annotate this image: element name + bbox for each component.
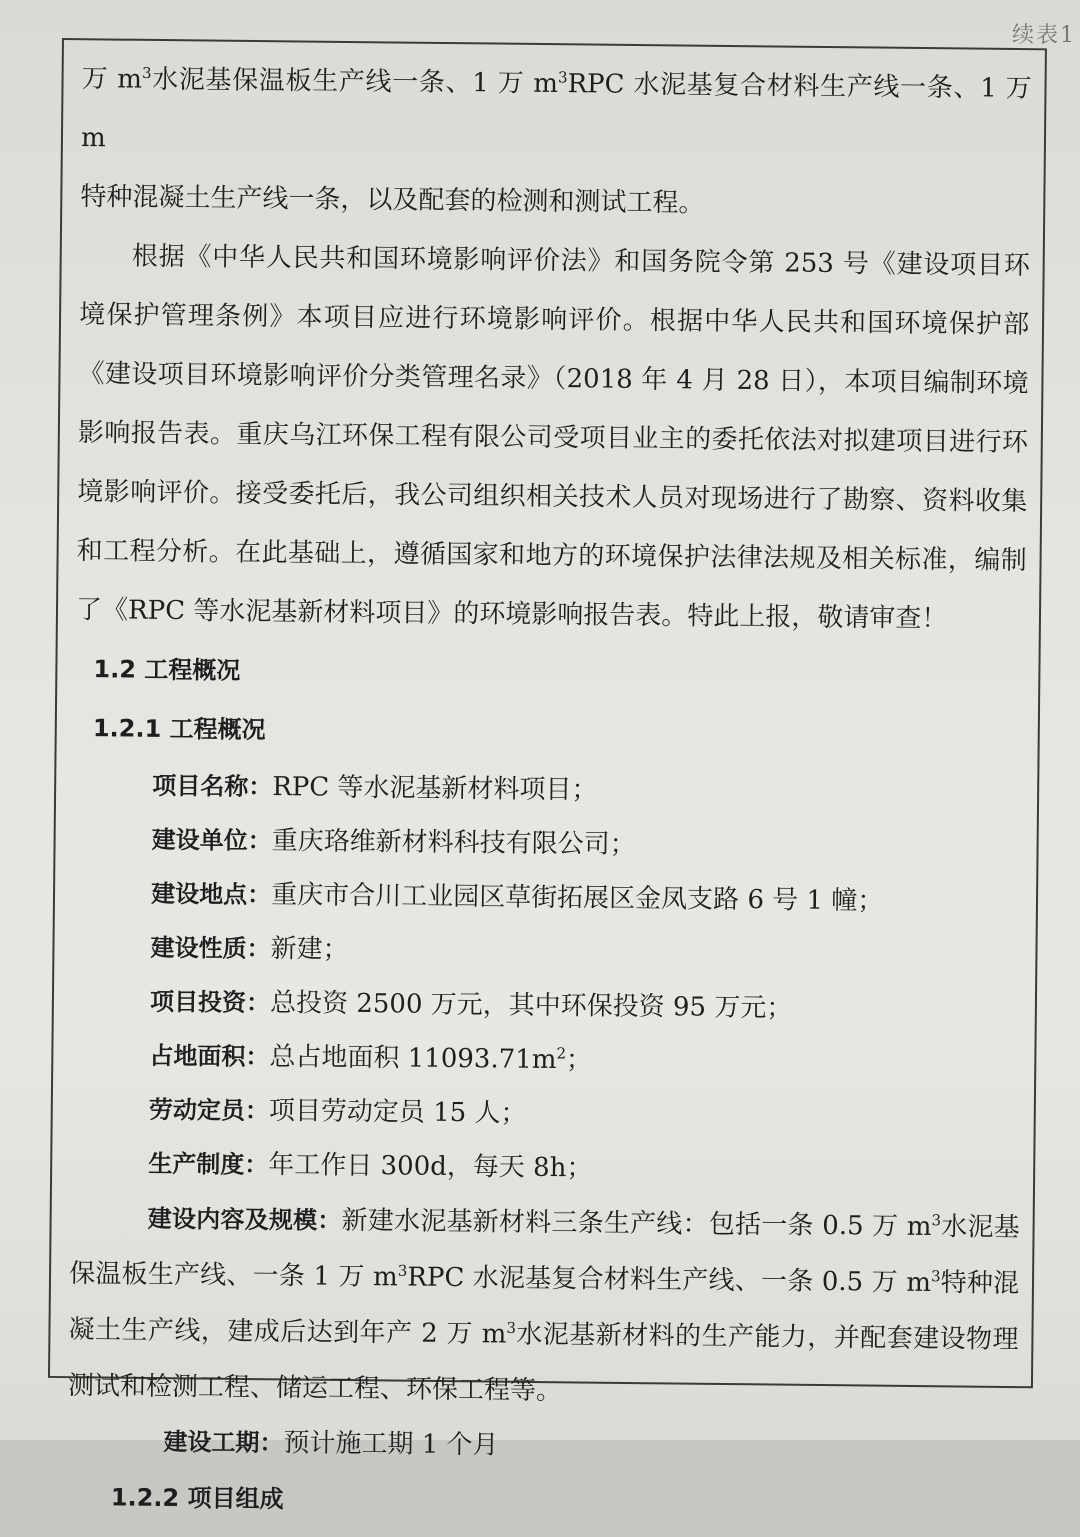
field-value: 总投资 2500 万元，其中环保投资 95 万元； — [269, 988, 793, 1024]
superscript: 3 — [557, 68, 568, 87]
field-label: 生产制度： — [148, 1149, 269, 1180]
field-scope — [68, 1190, 1020, 1424]
field-location — [73, 866, 1024, 930]
section-heading-1-2-1: 1.2.1 工程概况 — [92, 714, 266, 744]
field-nature — [72, 920, 1023, 984]
superscript: 3 — [506, 1318, 517, 1337]
scope-text-2: 水泥基保温板生产线、一条 1 万 m — [69, 1212, 1020, 1293]
field-area — [71, 1028, 1022, 1092]
scope-text-1: 新建水泥基新材料三条生产线：包括一条 0.5 万 m — [341, 1205, 932, 1242]
document-content — [67, 50, 1032, 1537]
section-heading-1-2-2: 1.2.2 项目组成 — [110, 1483, 284, 1514]
intro-text-b: 水泥基保温板生产线一条、1 万 m — [151, 64, 559, 99]
field-value: 项目劳动定员 15 人； — [268, 1096, 527, 1129]
field-investment — [72, 974, 1023, 1038]
field-project-name — [74, 758, 1025, 822]
field-label: 项目投资： — [149, 987, 271, 1018]
field-label: 建设性质： — [150, 933, 271, 964]
field-staff — [71, 1082, 1022, 1146]
field-label: 建设地点： — [151, 879, 272, 910]
field-value: RPC 等水泥基新材料项目； — [272, 772, 598, 806]
field-value: 年工作日 300d，每天 8h； — [268, 1150, 593, 1184]
field-label: 劳动定员： — [148, 1095, 270, 1126]
field-value: 预计施工期 1 个月 — [283, 1428, 499, 1461]
table-continued-label: 续表1 — [1012, 23, 1076, 48]
project-fields — [67, 758, 1024, 1478]
superscript: 2 — [556, 1044, 567, 1063]
intro-text-c: RPC 水泥基复合材料生产线一条、1 万 m — [80, 69, 1032, 154]
field-builder — [73, 812, 1024, 876]
field-value: 新建； — [270, 934, 349, 965]
superscript: 3 — [931, 1211, 942, 1230]
intro-text-a: 万 m — [81, 63, 143, 95]
superscript: 3 — [397, 1261, 408, 1280]
superscript: 3 — [141, 63, 152, 83]
scope-text-5: 水泥基新材料的生产能力，并配套建设物理测试和检测工程、储运工程、环保工程等。 — [67, 1319, 1019, 1407]
section-heading-1-2: 1.2 工程概况 — [93, 655, 241, 685]
paragraph-eia-basis: 根据《中华人民共和国环境影响评价法》和国务院令第 253 号《建设项目环境保护管理条例》本项目应进行环境影响评价。根据中华人民共和国环境保护部《建设项目环境影响评价分类管理名录》（2018 年 4 月 28 日），本项目编制环境影响报告表。重庆乌江环保工程有限公司受项目业主的委托依法对拟建项目进行环境影响评价。接受委托后，我公司组织相关技术人员对现场进行了勘察、资料收集和工程分析。在此基础上，遵循国家和地方的环境保护法律法规及相关标准，编制了《RPC 等水泥基新材料项目》的环境影响报告表。特此上报，敬请审查！ — [75, 241, 1030, 635]
intro-line-2: 特种混凝土生产线一条，以及配套的检测和测试工程。 — [80, 181, 705, 219]
field-label: 建设单位： — [151, 825, 272, 856]
field-label: 项目名称： — [152, 771, 273, 802]
field-value-tail: ； — [565, 1045, 593, 1076]
field-label: 建设工期： — [163, 1427, 284, 1458]
field-value: 重庆市合川工业园区草街拓展区金凤支路 6 号 1 幢； — [271, 880, 884, 917]
field-value: 重庆珞维新材料科技有限公司； — [271, 826, 636, 860]
field-label: 建设内容及规模： — [147, 1204, 342, 1235]
field-period — [67, 1414, 1018, 1478]
field-schedule — [70, 1136, 1021, 1200]
field-value: 总占地面积 11093.71m — [269, 1042, 557, 1076]
superscript: 3 — [930, 1267, 941, 1286]
intro-line-1 — [81, 50, 1032, 178]
scope-text-4: 特种混凝土生产线，建成后达到年产 2 万 m — [68, 1268, 1020, 1350]
scope-text-3: RPC 水泥基复合材料生产线、一条 0.5 万 m — [407, 1262, 932, 1298]
field-label: 占地面积： — [149, 1041, 270, 1072]
